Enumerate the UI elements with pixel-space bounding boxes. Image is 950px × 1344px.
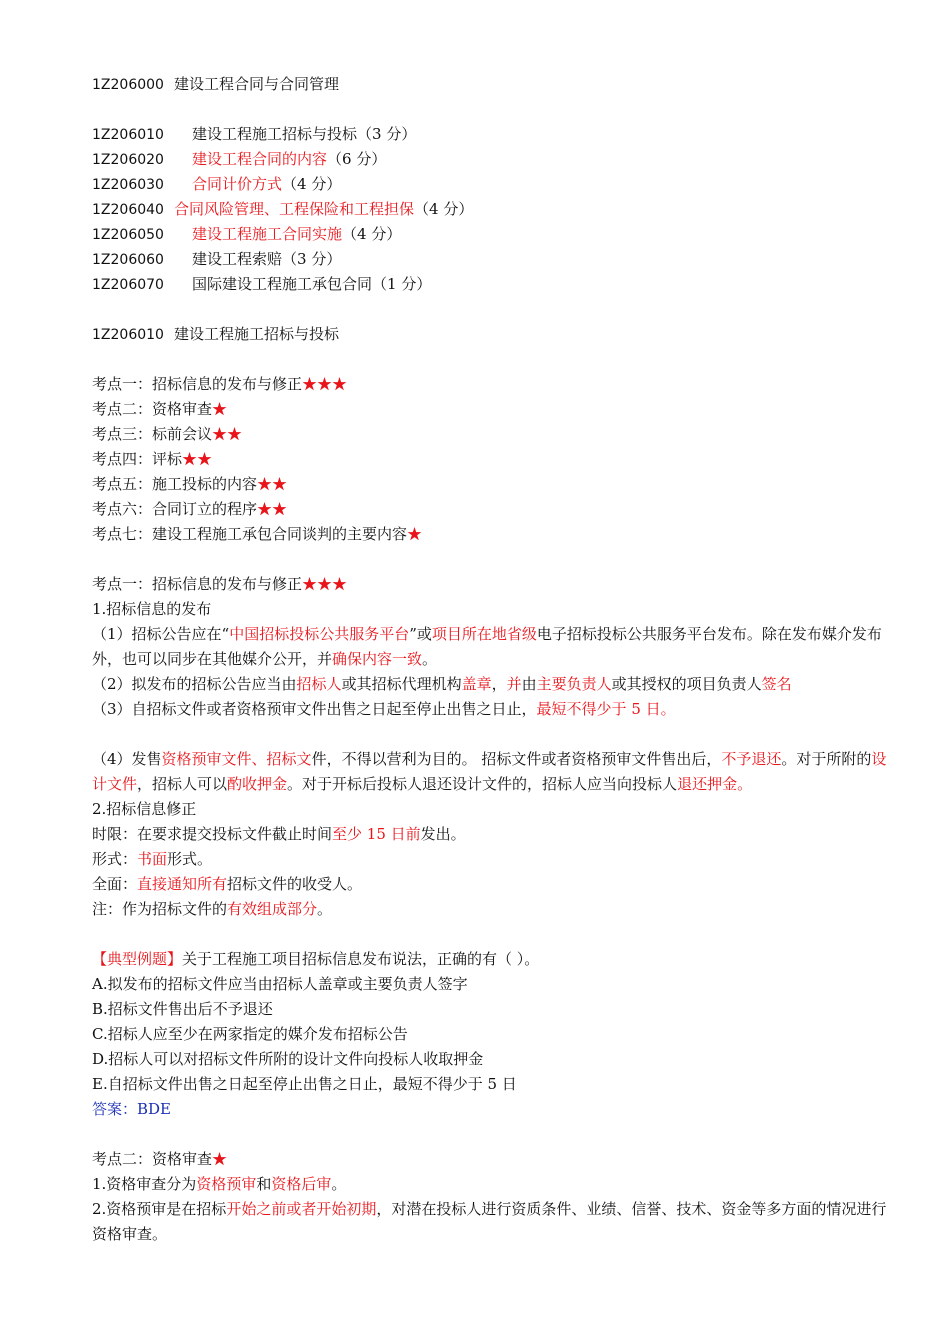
point-item: 考点三：标前会议★★ xyxy=(92,425,243,443)
example-option: D.招标人可以对招标文件所附的设计文件向投标人收取押金 xyxy=(92,1050,484,1068)
toc-heading-code: 1Z206000 xyxy=(92,77,164,93)
star-icon: ★★ xyxy=(257,500,288,518)
example-tag: 【典型例题】 xyxy=(92,950,183,968)
toc-heading-title: 建设工程合同与合同管理 xyxy=(174,75,340,93)
toc-item: 1Z206040 合同风险管理、工程保险和工程担保（4 分） xyxy=(92,200,474,218)
point-item: 考点七：建设工程施工承包合同谈判的主要内容★ xyxy=(92,525,423,543)
example-question: 【典型例题】关于工程施工项目招标信息发布说法，正确的有（ ）。 xyxy=(92,950,540,968)
star-icon: ★★ xyxy=(212,425,243,443)
point1-sub2: 2.招标信息修正 xyxy=(92,800,197,818)
point1-para2: （2）拟发布的招标公告应当由招标人或其招标代理机构盖章，并由主要负责人或其授权的项目负责人签名 xyxy=(92,675,792,693)
point1-para4: （4）发售资格预审文件、招标文件，不得以营利为目的。 招标文件或者资格预审文件售出后，不予退还。对于所附的设计文件，招标人可以酌收押金。对于开标后投标人退还设计文件的，招标人应当向投标人退还押金。 xyxy=(92,750,887,793)
star-icon: ★ xyxy=(212,1150,228,1168)
example-option: E.自招标文件出售之日起至停止出售之日止，最短不得少于 5 日 xyxy=(92,1075,517,1093)
example-answer: 答案：BDE xyxy=(92,1100,171,1118)
star-icon: ★★ xyxy=(182,450,213,468)
toc-item: 1Z206060 建设工程索赔（3 分） xyxy=(92,250,342,268)
point1-heading: 考点一：招标信息的发布与修正★★★ xyxy=(92,575,348,593)
point1-full: 全面：直接通知所有招标文件的收受人。 xyxy=(92,875,363,893)
star-icon: ★ xyxy=(212,400,228,418)
point1-form: 形式：书面形式。 xyxy=(92,850,213,868)
toc-item: 1Z206020 建设工程合同的内容（6 分） xyxy=(92,150,387,168)
point-item: 考点四：评标★★ xyxy=(92,450,213,468)
point1-sub1: 1.招标信息的发布 xyxy=(92,600,212,618)
point-item: 考点二：资格审查★ xyxy=(92,400,228,418)
point1-time: 时限：在要求提交投标文件截止时间至少 15 日前发出。 xyxy=(92,825,466,843)
document-page xyxy=(92,72,892,1247)
star-icon: ★★ xyxy=(257,475,288,493)
toc-item: 1Z206030 合同计价方式（4 分） xyxy=(92,175,342,193)
example-option: C.招标人应至少在两家指定的媒介发布招标公告 xyxy=(92,1025,408,1043)
star-icon: ★★★ xyxy=(302,575,348,593)
point2-line1: 1.资格审查分为资格预审和资格后审。 xyxy=(92,1175,347,1193)
point1-note: 注：作为招标文件的有效组成部分。 xyxy=(92,900,333,918)
star-icon: ★ xyxy=(407,525,423,543)
point-item: 考点五：施工投标的内容★★ xyxy=(92,475,288,493)
star-icon: ★★★ xyxy=(302,375,348,393)
point2-line2: 2.资格预审是在招标开始之前或者开始初期，对潜在投标人进行资质条件、业绩、信誉、技术、资金等多方面的情况进行资格审查。 xyxy=(92,1200,887,1243)
section-heading: 1Z206010 建设工程施工招标与投标 xyxy=(92,325,340,343)
point1-para3: （3）自招标文件或者资格预审文件出售之日起至停止出售之日止，最短不得少于 5 日。 xyxy=(92,700,676,718)
toc-item: 1Z206050 建设工程施工合同实施（4 分） xyxy=(92,225,402,243)
toc-heading xyxy=(92,72,892,97)
point-item: 考点一：招标信息的发布与修正★★★ xyxy=(92,375,348,393)
toc-item: 1Z206070 国际建设工程施工承包合同（1 分） xyxy=(92,275,432,293)
point2-heading: 考点二：资格审查★ xyxy=(92,1150,228,1168)
example-option: A.拟发布的招标文件应当由招标人盖章或主要负责人签字 xyxy=(92,975,468,993)
toc-item: 1Z206010 建设工程施工招标与投标（3 分） xyxy=(92,125,417,143)
point1-para1: （1）招标公告应在“中国招标投标公共服务平台”或项目所在地省级电子招标投标公共服务平台发布。除在发布媒介发布外，也可以同步在其他媒介公开，并确保内容一致。 xyxy=(92,625,882,668)
point-item: 考点六：合同订立的程序★★ xyxy=(92,500,288,518)
example-option: B.招标文件售出后不予退还 xyxy=(92,1000,273,1018)
